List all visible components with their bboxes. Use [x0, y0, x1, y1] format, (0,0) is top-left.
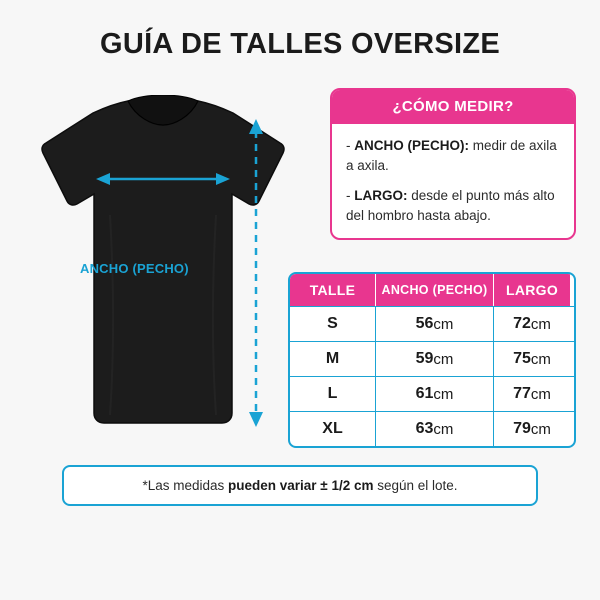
cell-largo: 75 cm — [513, 350, 551, 368]
page-title: GUÍA DE TALLES OVERSIZE — [99, 28, 501, 60]
table-header-largo: LARGO — [494, 274, 570, 306]
table-row — [290, 341, 574, 376]
size-table — [288, 272, 576, 448]
table-header-talle: TALLE — [290, 274, 376, 306]
width-measure-label: ANCHO (PECHO) — [80, 261, 189, 276]
how-to-measure-body — [332, 124, 574, 238]
tshirt-illustration — [18, 95, 308, 455]
table-row — [290, 376, 574, 411]
how-to-measure-header: ¿CÓMO MEDIR? — [332, 90, 574, 124]
table-row — [290, 411, 574, 446]
table-header-row — [290, 274, 574, 306]
measurement-disclaimer: *Las medidas pueden variar ± 1/2 cm según el lote. — [62, 465, 538, 506]
cell-ancho: 59 cm — [376, 342, 494, 376]
howto-term-largo: LARGO: — [354, 188, 408, 204]
table-header-ancho: ANCHO (PECHO) — [376, 274, 494, 306]
cell-ancho: 63 cm — [376, 412, 494, 446]
how-to-measure-box — [330, 88, 576, 240]
cell-ancho: 56 cm — [376, 307, 494, 341]
howto-item-largo: - LARGO: desde el punto más alto del hombro hasta abajo. — [346, 188, 555, 223]
cell-largo: 72 cm — [513, 315, 551, 333]
disclaimer-emphasis: pueden variar ± 1/2 cm — [228, 478, 374, 493]
howto-term-ancho: ANCHO (PECHO): — [354, 138, 469, 153]
cell-largo: 79 cm — [513, 420, 551, 438]
table-row — [290, 306, 574, 341]
howto-item-ancho: - ANCHO (PECHO): medir de axila a axila. — [346, 138, 557, 173]
cell-largo: 77 cm — [513, 385, 551, 403]
cell-talle: XL — [290, 412, 376, 446]
cell-talle: L — [290, 377, 376, 411]
cell-ancho: 61 cm — [376, 377, 494, 411]
cell-talle: S — [290, 307, 376, 341]
cell-talle: M — [290, 342, 376, 376]
